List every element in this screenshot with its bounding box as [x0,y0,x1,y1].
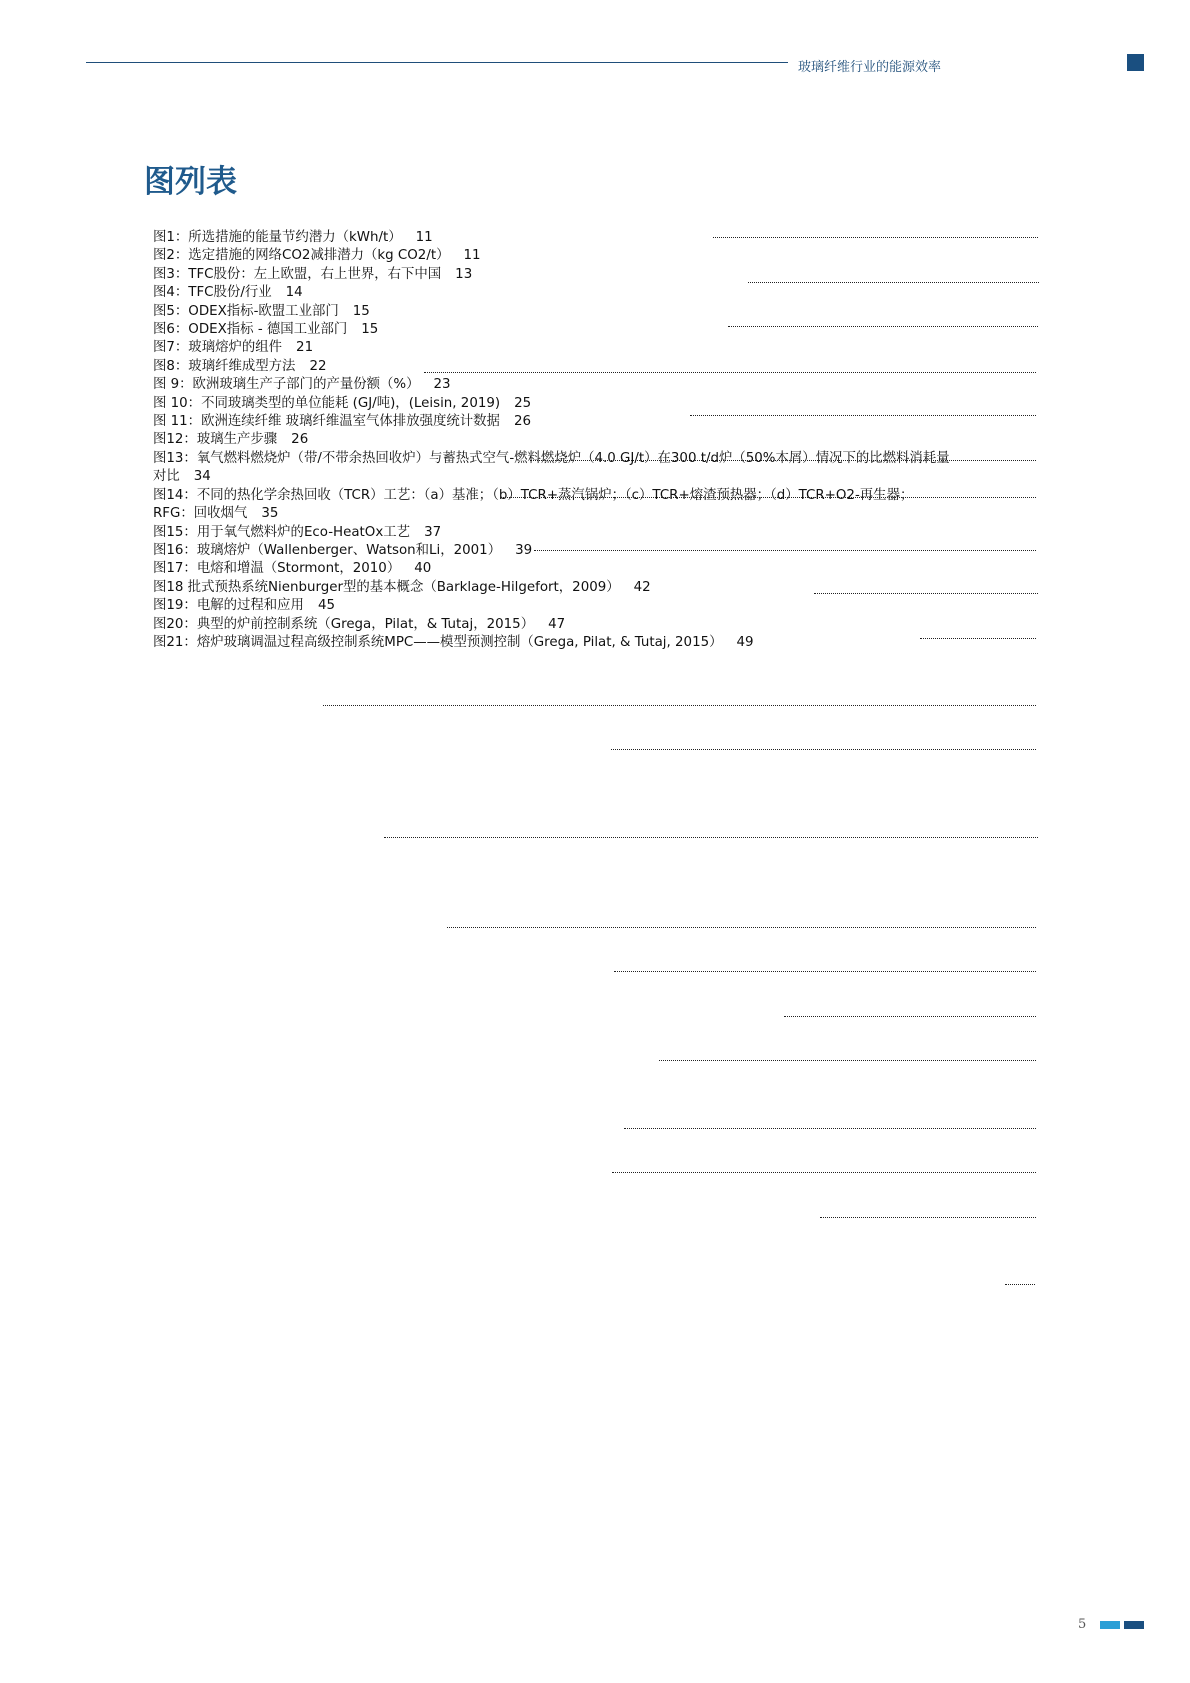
toc-page-number: 22 [309,358,327,374]
toc-page-number: 23 [433,377,451,393]
toc-page-number: 14 [285,285,303,301]
toc-entry[interactable] [153,358,1053,376]
toc-label: 图3：TFC股份：左上欧盟，右上世界，右下中国 [153,266,442,282]
dot-leader [530,460,1036,461]
toc-entry[interactable] [153,487,1053,505]
header-rule [86,62,788,63]
toc-entry-continuation[interactable] [153,505,1053,523]
toc-entry[interactable] [153,284,1053,302]
toc-page-number: 42 [633,579,651,595]
toc-label-continuation: 对比 [153,469,180,485]
dot-leader [500,497,1036,498]
toc-label: 图16：玻璃熔炉（Wallenberger、Watson和Li，2001） [153,542,502,558]
toc-entry[interactable] [153,616,1053,634]
toc-entry-continuation[interactable] [153,468,1053,486]
toc-entry[interactable] [153,560,1053,578]
toc-entry[interactable] [153,542,1053,560]
toc-label: 图5：ODEX指标-欧盟工业部门 [153,303,339,319]
toc-entry[interactable] [153,524,1053,542]
header-square [1127,54,1144,71]
toc-page-number: 37 [424,524,442,540]
toc-entry[interactable] [153,229,1053,247]
dot-leader [1005,1284,1035,1285]
toc-label: 图13：氧气燃料燃烧炉（带/不带余热回收炉）与蓄热式空气-燃料燃烧炉（4.0 GJ/t）在300 t/d炉（50%木屑）情况下的比燃料消耗量 [153,450,950,466]
dot-leader [690,415,1036,416]
dot-leader [611,749,1036,750]
toc-label-continuation: RFG：回收烟气 [153,506,248,522]
toc-page-number: 40 [414,561,432,577]
toc-label: 图15：用于氧气燃料炉的Eco-HeatOx工艺 [153,524,411,540]
toc-entry[interactable] [153,395,1053,413]
toc-label: 图17：电熔和增温（Stormont，2010） [153,561,401,577]
toc-page-number: 11 [415,230,433,245]
dot-leader [323,705,1036,706]
dot-leader [659,1060,1036,1061]
toc-page-number: 25 [514,395,532,411]
toc-page-number: 15 [361,322,379,338]
toc-label: 图 10：不同玻璃类型的单位能耗 (GJ/吨)，(Leisin, 2019) [153,395,501,411]
dot-leader [534,550,1036,551]
dot-leader [814,593,1038,594]
toc-label: 图1：所选措施的能量节约潜力（kWh/t） [153,230,402,245]
toc-label: 图20：典型的炉前控制系统（Grega，Pilat，& Tutaj，2015） [153,616,535,632]
toc-page-number: 11 [463,248,481,264]
toc-entry[interactable] [153,321,1053,339]
toc-entry[interactable] [153,247,1053,265]
toc-entry[interactable] [153,634,1053,652]
dot-leader [614,971,1036,972]
toc-page-number: 26 [513,414,531,430]
page-number: 5 [1078,1617,1087,1632]
dot-leader [784,1016,1036,1017]
toc-label: 图19：电解的过程和应用 [153,598,304,614]
toc-label: 图21：熔炉玻璃调温过程高级控制系统MPC——模型预测控制（Grega, Pilat, & Tutaj, 2015） [153,634,723,650]
footer-accent-bar [1100,1621,1120,1629]
dot-leader [624,1128,1036,1129]
toc-page-number: 21 [296,340,314,356]
toc-page-number: 49 [736,634,754,650]
dot-leader [748,282,1039,283]
toc-label: 图7：玻璃熔炉的组件 [153,340,283,356]
toc-label: 图12：玻璃生产步骤 [153,432,278,448]
dot-leader [713,237,1038,238]
toc-label: 图6：ODEX指标 - 德国工业部门 [153,322,348,338]
toc-entry[interactable] [153,339,1053,357]
toc-label: 图14：不同的热化学余热回收（TCR）工艺：（a）基准；（b）TCR+蒸汽锅炉；（c）TCR+熔渣预热器；（d）TCR+O2-再生器； [153,487,914,503]
header-title: 玻璃纤维行业的能源效率 [798,60,942,75]
toc-page-number: 15 [352,303,370,319]
dot-leader [820,1217,1036,1218]
footer-accent-bar [1124,1621,1144,1629]
toc-label: 图4：TFC股份/行业 [153,285,272,301]
toc-entry[interactable] [153,303,1053,321]
toc-entry[interactable] [153,597,1053,615]
dot-leader [728,326,1038,327]
dot-leader [447,927,1036,928]
dot-leader [920,638,1036,639]
figure-list [153,229,1053,652]
toc-page-number: 35 [261,506,279,522]
toc-label: 图 9：欧洲玻璃生产子部门的产量份额（%） [153,377,420,393]
dot-leader [424,372,1036,373]
toc-page-number: 45 [317,598,335,614]
toc-entry[interactable] [153,431,1053,449]
toc-page-number: 34 [193,469,211,485]
page-title: 图列表 [144,164,237,200]
toc-page-number: 47 [548,616,566,632]
toc-label: 图18 批式预热系统Nienburger型的基本概念（Barklage-Hilgefort，2009） [153,579,620,595]
toc-entry[interactable] [153,376,1053,394]
toc-page-number: 39 [515,542,533,558]
dot-leader [612,1172,1036,1173]
toc-label: 图2：选定措施的网络CO2减排潜力（kg CO2/t） [153,248,450,264]
dot-leader [384,837,1038,838]
toc-page-number: 13 [455,266,473,282]
toc-label: 图8：玻璃纤维成型方法 [153,358,296,374]
toc-label: 图 11：欧洲连续纤维 玻璃纤维温室气体排放强度统计数据 [153,414,500,430]
toc-page-number: 26 [291,432,309,448]
toc-entry[interactable] [153,579,1053,597]
